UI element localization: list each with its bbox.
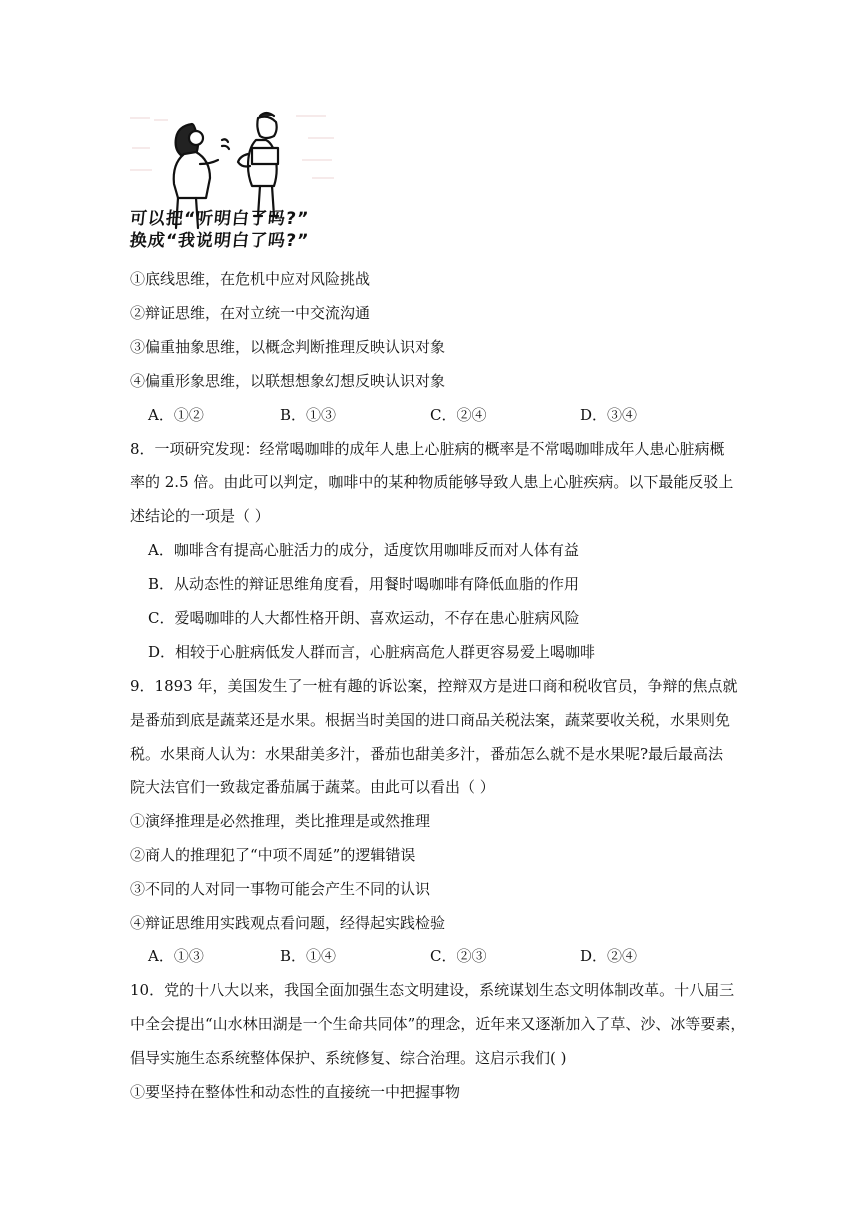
q8-stem-line3: 述结论的一项是（ ） xyxy=(130,507,270,525)
q9-stem-line1: 9．1893 年，美国发生了一桩有趣的诉讼案，控辩双方是进口商和税收官员，争辩的焦点就 xyxy=(130,677,738,695)
q7-item-3: ③偏重抽象思维，以概念判断推理反映认识对象 xyxy=(130,338,446,356)
q9-item-3: ③不同的人对同一事物可能会产生不同的认识 xyxy=(130,880,431,898)
q7-option-b: B．①③ xyxy=(280,406,337,424)
q9-stem-line4: 院大法官们一致裁定番茄属于蔬菜。由此可以看出（ ） xyxy=(130,778,495,796)
q9-item-2: ②商人的推理犯了“中项不周延”的逻辑错误 xyxy=(130,846,416,864)
q7-item-1: ①底线思维，在危机中应对风险挑战 xyxy=(130,270,371,288)
q8-stem-line2: 率的 2.5 倍。由此可以判定，咖啡中的某种物质能够导致人患上心脏疾病。以下最能反驳上 xyxy=(130,473,734,491)
q10-stem-line1: 10．党的十八大以来，我国全面加强生态文明建设，系统谋划生态文明体制改革。十八届三 xyxy=(130,981,735,999)
q9-item-1: ①演绎推理是必然推理，类比推理是或然推理 xyxy=(130,812,431,830)
q10-stem-line2: 中全会提出“山水林田湖是一个生命共同体”的理念，近年来又逐渐加入了草、沙、冰等要素， xyxy=(130,1015,746,1033)
q9-option-c: C．②③ xyxy=(430,947,487,965)
q8-choice-a: A．咖啡含有提高心脏活力的成分，适度饮用咖啡反而对人体有益 xyxy=(148,541,579,559)
q8-stem-line1: 8．一项研究发现：经常喝咖啡的成年人患上心脏病的概率是不常喝咖啡成年人患心脏病概 xyxy=(130,440,725,458)
cartoon-illustration xyxy=(126,108,348,250)
q7-option-d: D．③④ xyxy=(580,406,638,424)
q8-choice-c: C．爱喝咖啡的人大都性格开朗、喜欢运动，不存在患心脏病风险 xyxy=(148,609,580,627)
q10-stem-line3: 倡导实施生态系统整体保护、系统修复、综合治理。这启示我们( ) xyxy=(130,1049,567,1067)
cartoon-caption-line2: 换成“我说明白了吗?” xyxy=(128,231,311,251)
q9-option-d: D．②④ xyxy=(580,947,638,965)
q9-option-a: A．①③ xyxy=(148,947,204,965)
q8-choice-d: D．相较于心脏病低发人群而言，心脏病高危人群更容易爱上喝咖啡 xyxy=(148,643,596,661)
q7-item-4: ④偏重形象思维，以联想想象幻想反映认识对象 xyxy=(130,372,446,390)
q7-option-a: A．①② xyxy=(148,406,204,424)
q7-item-2: ②辩证思维，在对立统一中交流沟通 xyxy=(130,304,371,322)
cartoon-caption-line1: 可以把“听明白了吗?” xyxy=(128,209,311,229)
q9-stem-line3: 税。水果商人认为：水果甜美多汁，番茄也甜美多汁，番茄怎么就不是水果呢?最后最高法 xyxy=(130,745,724,763)
q9-item-4: ④辩证思维用实践观点看问题，经得起实践检验 xyxy=(130,914,446,932)
q9-stem-line2: 是番茄到底是蔬菜还是水果。根据当时美国的进口商品关税法案，蔬菜要收关税，水果则免 xyxy=(130,711,731,729)
q8-choice-b: B．从动态性的辩证思维角度看，用餐时喝咖啡有降低血脂的作用 xyxy=(148,575,580,593)
q9-option-b: B．①④ xyxy=(280,947,337,965)
q7-option-c: C．②④ xyxy=(430,406,487,424)
q10-item-1: ①要坚持在整体性和动态性的直接统一中把握事物 xyxy=(130,1083,461,1101)
